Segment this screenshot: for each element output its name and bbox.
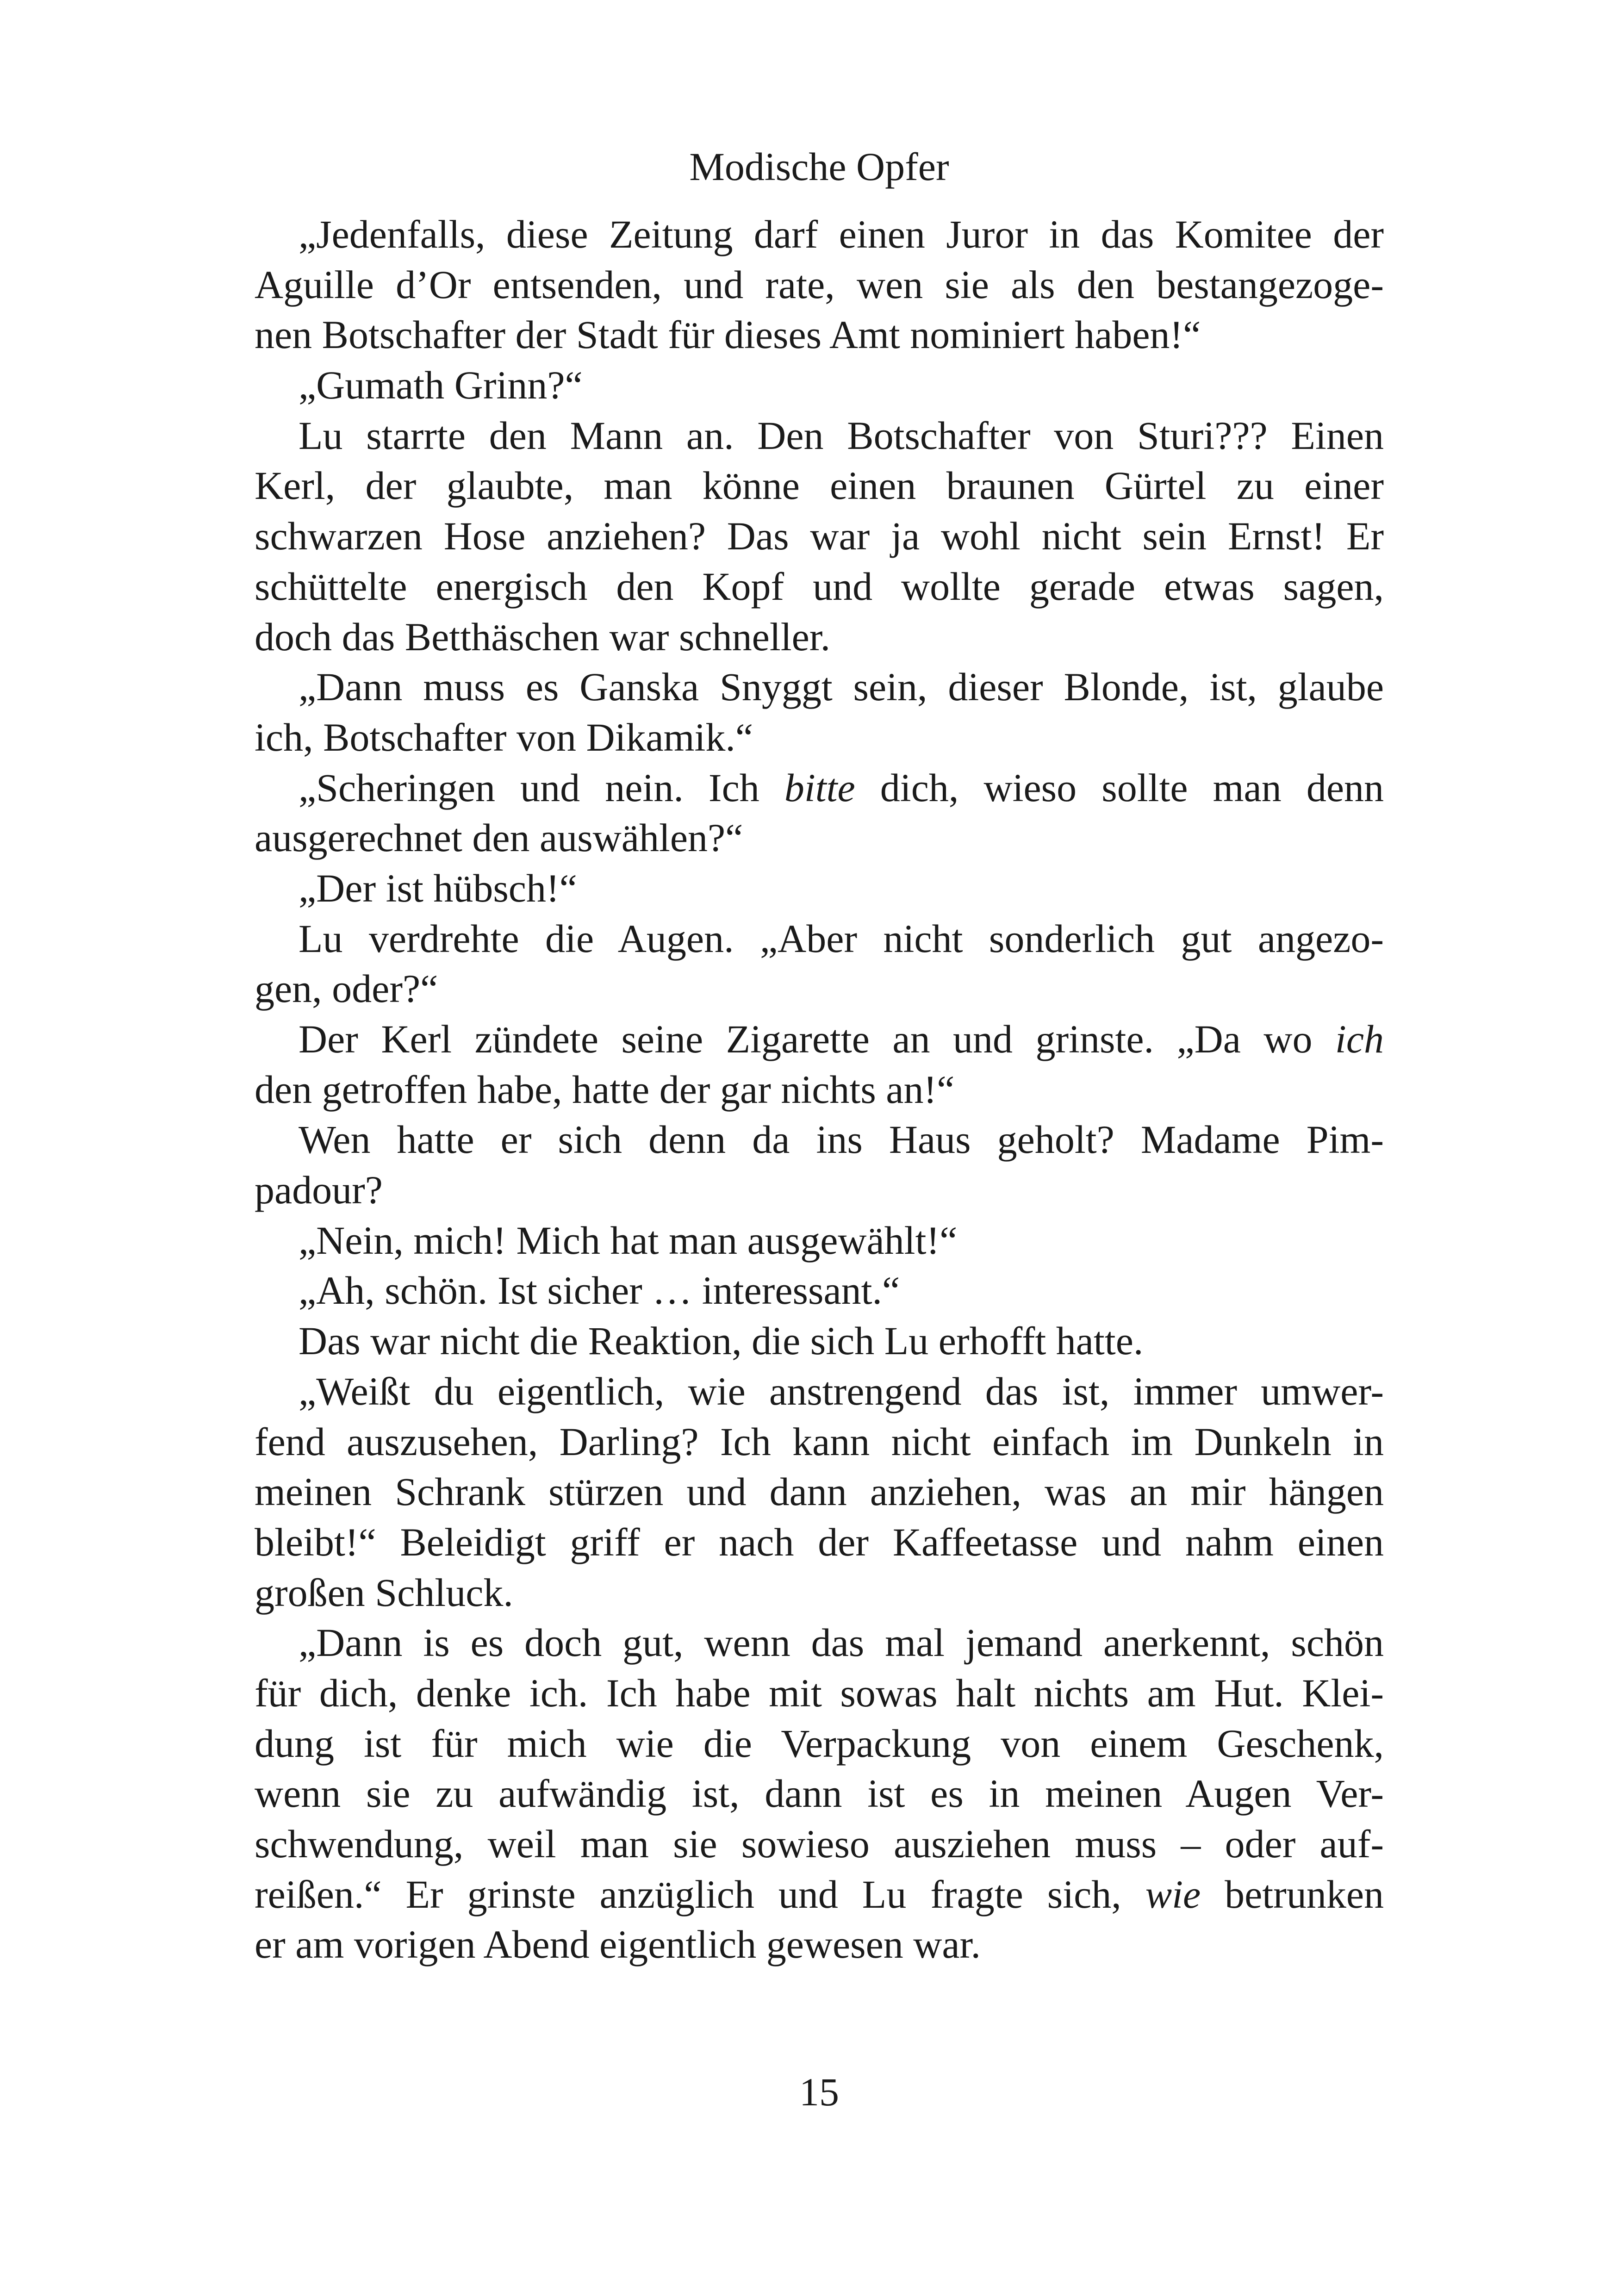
text-segment: schwendung, weil man sie sowieso ausziehen muss – oder auf- xyxy=(255,1822,1384,1866)
text-segment: großen Schluck. xyxy=(255,1570,513,1615)
text-segment: er am vorigen Abend eigentlich gewesen war. xyxy=(255,1922,981,1967)
text-segment: betrunken xyxy=(1201,1872,1384,1916)
text-line xyxy=(255,1215,1384,1266)
text-segment: reißen.“ Er grinste anzüglich und Lu fragte sich, xyxy=(255,1872,1145,1916)
text-segment: Lu verdrehte die Augen. „Aber nicht sonderlich gut angezo- xyxy=(299,916,1384,961)
running-head: Modische Opfer xyxy=(689,144,949,189)
text-line xyxy=(255,209,1384,260)
text-segment: meinen Schrank stürzen und dann anziehen, was an mir hängen xyxy=(255,1469,1384,1514)
text-segment: dich, wieso sollte man denn xyxy=(855,765,1384,810)
text-line xyxy=(255,1869,1384,1920)
text-line xyxy=(255,1265,1384,1316)
text-segment: „Scheringen und nein. Ich xyxy=(299,765,784,810)
text-segment: „Jedenfalls, diese Zeitung darf einen Juror in das Komitee der xyxy=(299,212,1384,256)
text-line xyxy=(255,1668,1384,1718)
text-line xyxy=(255,1165,1384,1215)
text-segment: „Nein, mich! Mich hat man ausgewählt!“ xyxy=(299,1218,958,1263)
text-line xyxy=(255,914,1384,964)
text-line xyxy=(255,1366,1384,1417)
text-segment: Der Kerl zündete seine Zigarette an und grinste. „Da wo xyxy=(299,1017,1335,1061)
page-number: 15 xyxy=(799,2070,839,2114)
text-segment: Das war nicht die Reaktion, die sich Lu erhofft hatte. xyxy=(299,1319,1144,1363)
emphasis: ich xyxy=(1335,1017,1384,1061)
text-line xyxy=(255,612,1384,662)
text-line xyxy=(255,561,1384,612)
text-line xyxy=(255,1467,1384,1517)
text-segment: „Dann is es doch gut, wenn das mal jemand anerkennt, schön xyxy=(299,1620,1384,1665)
text-line xyxy=(255,1316,1384,1366)
text-segment: Lu starrte den Mann an. Den Botschafter von Sturi??? Einen xyxy=(299,413,1384,458)
text-line xyxy=(255,1618,1384,1668)
text-segment: „Der ist hübsch!“ xyxy=(299,865,577,910)
text-line xyxy=(255,511,1384,561)
text-line xyxy=(255,411,1384,461)
text-segment: ausgerechnet den auswählen?“ xyxy=(255,815,743,860)
text-segment: wenn sie zu aufwändig ist, dann ist es in meinen Augen Ver- xyxy=(255,1771,1384,1816)
text-line xyxy=(255,1014,1384,1064)
text-line xyxy=(255,1718,1384,1769)
text-line xyxy=(255,964,1384,1014)
text-line xyxy=(255,863,1384,914)
text-line xyxy=(255,360,1384,411)
text-line xyxy=(255,662,1384,712)
text-line xyxy=(255,460,1384,511)
text-line xyxy=(255,1919,1384,1970)
text-segment: „Gumath Grinn?“ xyxy=(299,363,583,408)
text-segment: schwarzen Hose anziehen? Das war ja wohl nicht sein Ernst! Er xyxy=(255,514,1384,559)
text-line xyxy=(255,1064,1384,1115)
text-segment: Aguille d’Or entsenden, und rate, wen sie als den bestangezoge- xyxy=(255,262,1384,307)
text-segment: „Ah, schön. Ist sicher … interessant.“ xyxy=(299,1268,900,1313)
text-segment: gen, oder?“ xyxy=(255,966,438,1011)
text-line xyxy=(255,260,1384,310)
emphasis: bitte xyxy=(784,765,855,810)
text-segment: für dich, denke ich. Ich habe mit sowas halt nichts am Hut. Klei- xyxy=(255,1670,1384,1715)
text-segment: Kerl, der glaubte, man könne einen braunen Gürtel zu einer xyxy=(255,463,1384,508)
text-segment: ich, Botschafter von Dikamik.“ xyxy=(255,715,753,759)
text-segment: nen Botschafter der Stadt für dieses Amt nominiert haben!“ xyxy=(255,312,1201,357)
text-line xyxy=(255,1568,1384,1618)
text-line xyxy=(255,310,1384,360)
text-line xyxy=(255,813,1384,863)
text-segment: fend auszusehen, Darling? Ich kann nicht einfach im Dunkeln in xyxy=(255,1419,1384,1464)
text-segment: schüttelte energisch den Kopf und wollte gerade etwas sagen, xyxy=(255,564,1384,609)
text-segment: dung ist für mich wie die Verpackung von einem Geschenk, xyxy=(255,1721,1384,1766)
text-segment: den getroffen habe, hatte der gar nichts an!“ xyxy=(255,1067,955,1112)
text-segment: doch das Betthäschen war schneller. xyxy=(255,614,831,659)
text-line xyxy=(255,1768,1384,1819)
text-segment: bleibt!“ Beleidigt griff er nach der Kaffeetasse und nahm einen xyxy=(255,1519,1384,1564)
text-line xyxy=(255,1114,1384,1165)
text-segment: „Weißt du eigentlich, wie anstrengend das ist, immer umwer- xyxy=(299,1369,1384,1413)
text-line xyxy=(255,712,1384,763)
text-line xyxy=(255,1417,1384,1467)
text-segment: „Dann muss es Ganska Snyggt sein, dieser Blonde, ist, glaube xyxy=(299,665,1384,709)
text-line xyxy=(255,1517,1384,1568)
emphasis: wie xyxy=(1145,1872,1201,1916)
body-text xyxy=(255,209,1384,1970)
text-line xyxy=(255,763,1384,813)
text-segment: padour? xyxy=(255,1168,383,1213)
text-segment: Wen hatte er sich denn da ins Haus geholt? Madame Pim- xyxy=(299,1117,1384,1162)
text-line xyxy=(255,1819,1384,1869)
